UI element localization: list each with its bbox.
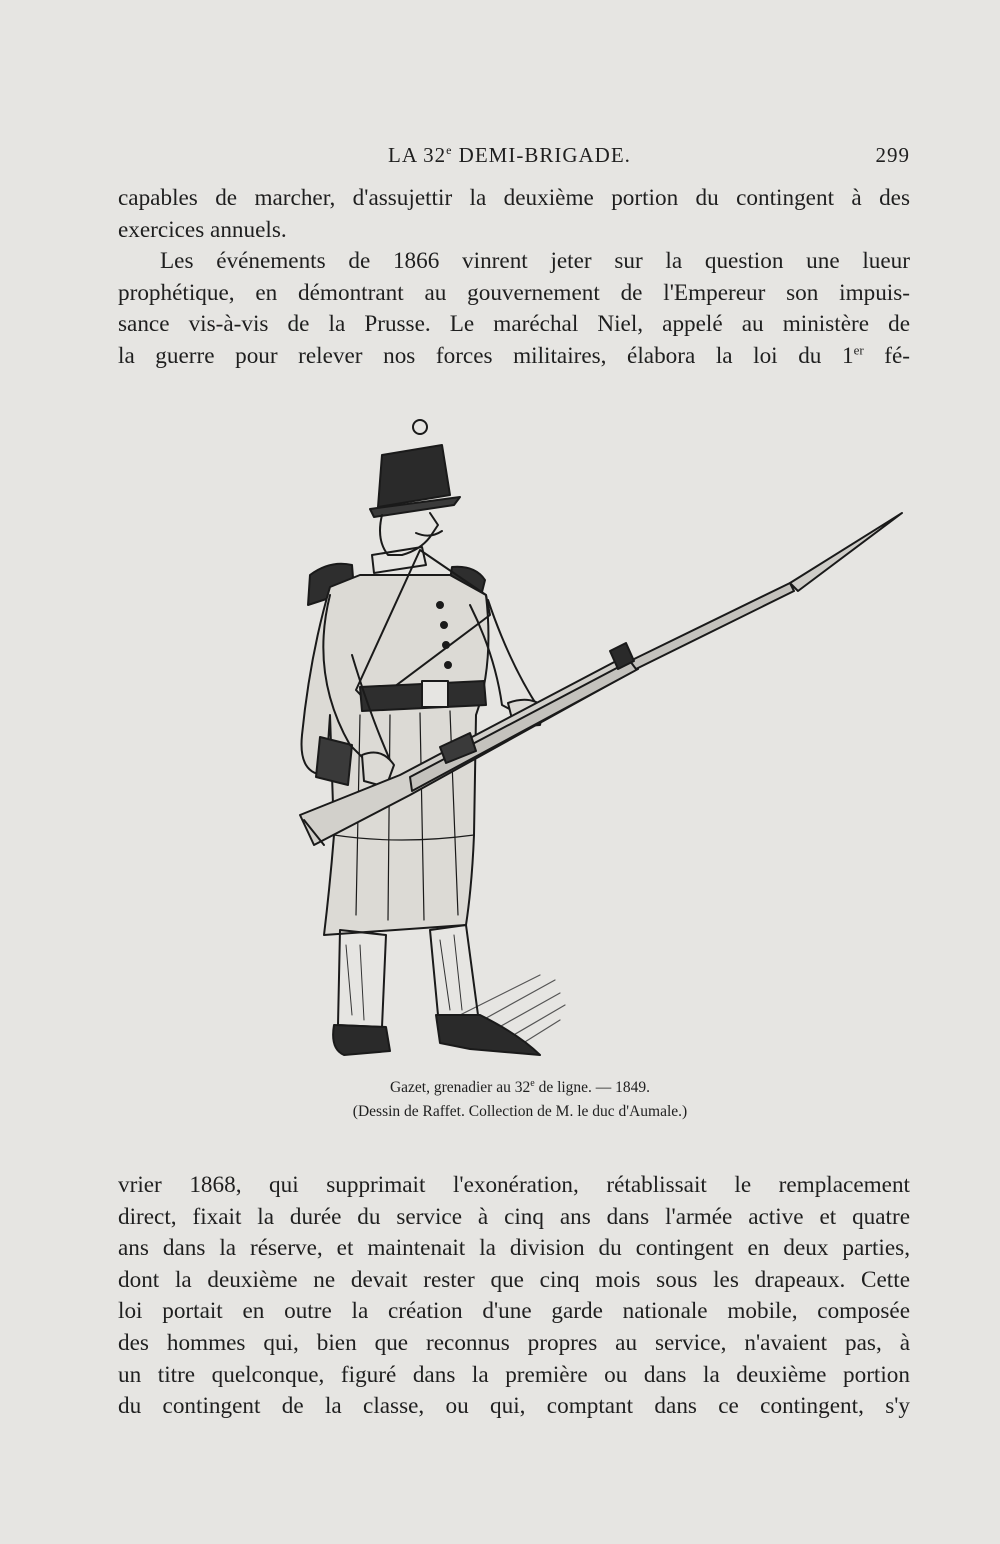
text-line: un titre quelconque, figuré dans la première ou dans la deuxième portion [118,1361,910,1388]
text-line: exercices annuels. [118,216,287,243]
text-line: loi portait en outre la création d'une garde nationale mobile, composée [118,1298,910,1325]
cartridge-pouch [316,737,352,785]
text-line: capables de marcher, d'assujettir la deuxième portion du contingent à des [118,185,910,211]
text-line: dont la deuxième ne devait rester que cinq mois sous les drapeaux. Cette [118,1266,910,1293]
text-line: direct, fixait la durée du service à cinq ans dans l'armée active et quatre [118,1203,910,1230]
paragraph-bottom [118,1170,910,1423]
paragraph-top [118,183,910,373]
figure-caption [300,1072,740,1124]
text-line: Les événements de 1866 vinrent jeter sur la question une lueur [160,248,910,275]
running-title: LA 32e DEMI-BRIGADE. [388,143,631,167]
caption-credit: (Dessin de Raffet. Collection de M. le duc d'Aumale.) [352,1103,688,1121]
bayonet [790,513,902,591]
right-shoe [436,1015,540,1055]
trousers [338,925,478,1027]
caption-title: Gazet, grenadier au 32e de ligne. — 1849. [389,1078,651,1097]
grenadier-illustration [290,415,920,1065]
page-number: 299 [875,143,910,167]
text-line: vrier 1868, qui supprimait l'exonération, rétablissait le remplacement [118,1172,910,1198]
shako [378,445,450,507]
text-line: ans dans la réserve, et maintenait la division du contingent en deux parties, [118,1235,910,1262]
text-line: la guerre pour relever nos forces militaires, élabora la loi du 1er fé- [118,342,910,369]
text-line: sance vis-à-vis de la Prusse. Le maréchal Niel, appelé au ministère de [118,311,910,338]
left-shoe [333,1025,390,1055]
text-line: des hommes qui, bien que reconnus propres au service, n'avaient pas, à [118,1329,910,1356]
text-line: du contingent de la classe, ou qui, comptant dans ce contingent, s'y [118,1393,910,1420]
shako-pompom [413,420,427,434]
page-header [118,143,910,173]
text-line: prophétique, en démontrant au gouvernement de l'Empereur son impuis- [118,279,910,306]
